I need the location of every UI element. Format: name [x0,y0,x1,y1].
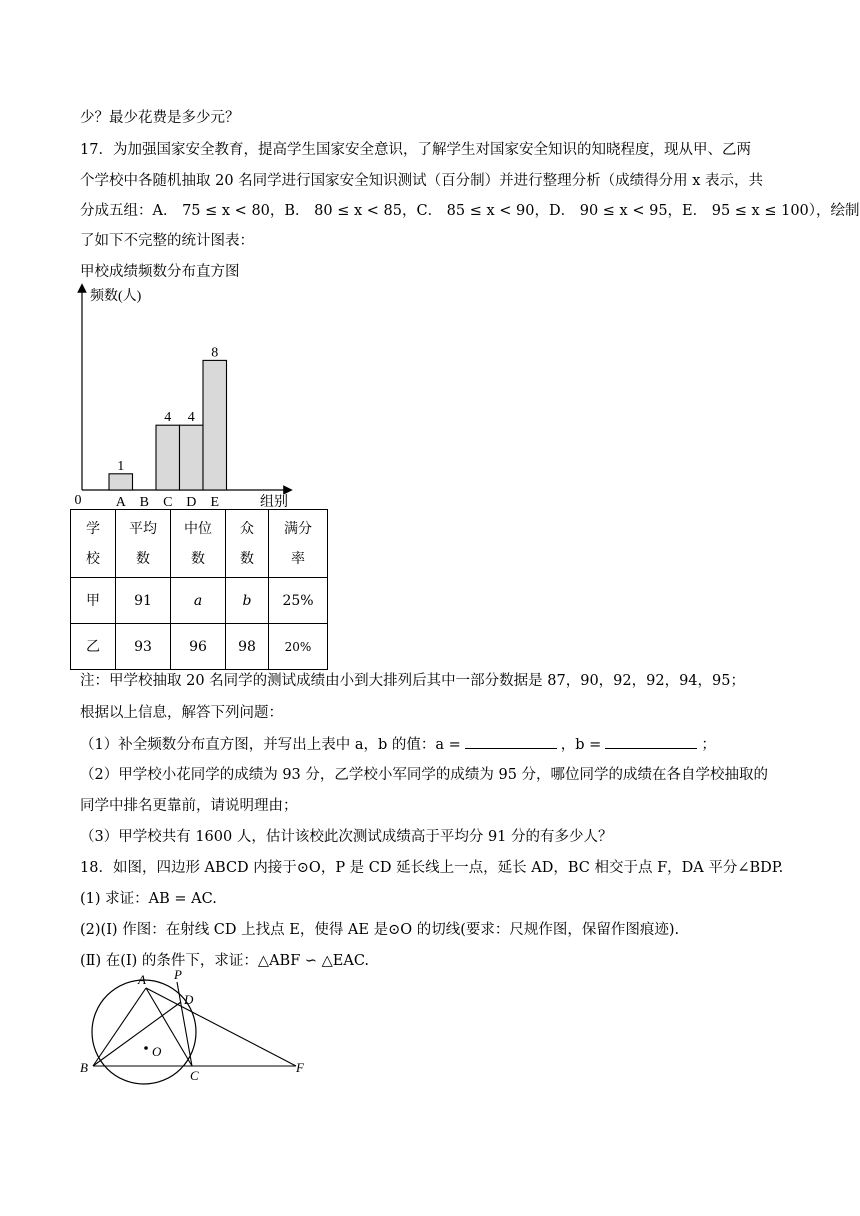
stats-table [70,509,328,670]
origin-label: 0 [74,493,82,508]
table-header-cell [226,510,269,578]
bar-c [156,425,180,490]
table-cell: b [226,578,269,624]
problem-18-intro: 18．如图，四边形 ABCD 内接于⊙O，P 是 CD 延长线上一点，延长 AD，BC 相交于点 F，DA 平分∠BDP. [80,860,784,876]
circle-o [92,980,196,1084]
tick-label-d: D [186,495,197,510]
table-cell: 93 [116,624,171,670]
text-line: 少？最少花费是多少元？ [80,110,240,126]
text-line: 根据以上信息，解答下列问题： [80,705,283,721]
question-1-text-b: ，b = [560,737,602,753]
table-header-cell [71,510,116,578]
data-label-c: 4 [164,410,172,426]
text-line: 个学校中各随机抽取 20 名同学进行国家安全知识测试（百分制）并进行整理分析（成绩得分用 x 表示，共 [80,173,764,189]
header-mean: 平均 数 [129,520,157,567]
answer-blank-b[interactable] [605,734,697,749]
table-cell: 98 [226,624,269,670]
table-cell: 甲 [71,578,116,624]
label-c: C [190,1068,199,1083]
text-line: 同学中排名更靠前，请说明理由； [80,798,298,814]
table-header-cell [116,510,171,578]
table-cell: 乙 [71,624,116,670]
tick-label-e: E [210,495,220,510]
table-row [71,578,328,624]
bar-e [203,360,227,490]
label-b: B [80,1060,88,1075]
table-header-cell [269,510,328,578]
label-o: O [152,1044,162,1059]
problem-17-intro: 17．为加强国家安全教育，提高学生国家安全意识，了解学生对国家安全知识的知晓程度，现从甲、乙两 [80,142,751,158]
histogram-chart [60,282,360,512]
problem-18-part-3: (Ⅱ) 在(I) 的条件下，求证：△ABF ∽ △EAC. [80,953,370,969]
problem-18-part-1: (1) 求证：AB = AC. [80,891,217,907]
geometry-figure [78,968,338,1088]
table-header-cell [171,510,226,578]
bar-a [109,474,133,490]
label-a: A [138,972,146,987]
table-cell: 25% [269,578,328,624]
group-definition: 分成五组：A． 75 ≤ x < 80，B． 80 ≤ x < 85，C． 85 ≤ x < 90，D． 90 ≤ x < 95，E． 95 ≤ x ≤ 100），绘制 [80,203,860,219]
question-2: （2）甲学校小花同学的成绩为 93 分，乙学校小军同学的成绩为 95 分，哪位同学的成绩在各自学校抽取的 [80,767,769,783]
bar-d [180,425,204,490]
x-axis-label: 组别 [260,495,288,510]
segment-ab [93,988,146,1066]
note-text: 注：甲学校抽取 20 名同学的测试成绩由小到大排列后其中一部分数据是 87，90，92，92，94，95； [80,673,745,689]
y-axis-label: 频数(人) [90,289,142,304]
table-header-row [71,510,328,578]
table-cell: 96 [171,624,226,670]
header-school: 学 校 [86,520,100,567]
data-label-d: 4 [187,410,195,426]
text-line: 了如下不完整的统计图表： [80,233,254,249]
label-f: F [296,1060,304,1075]
header-full-rate: 满分 率 [284,520,312,567]
header-mode: 众 数 [240,520,254,567]
center-dot [144,1046,148,1050]
question-1-end: ； [701,737,716,753]
data-label-e: 8 [211,345,219,361]
table-cell: 91 [116,578,171,624]
question-1 [80,734,780,755]
data-label-a: 1 [117,458,125,474]
chart-title: 甲校成绩频数分布直方图 [80,264,240,280]
table-cell: a [171,578,226,624]
tick-label-b: B [139,495,149,510]
problem-18-part-2: (2)(I) 作图：在射线 CD 上找点 E，使得 AE 是⊙O 的切线(要求：尺规作图，保留作图痕迹). [80,922,680,938]
table-row [71,624,328,670]
segment-bd [93,1002,181,1066]
tick-label-c: C [163,495,173,510]
table-cell: 20% [269,624,328,670]
label-d: D [184,992,194,1007]
header-median: 中位 数 [184,520,212,567]
label-p: P [174,967,182,982]
tick-label-a: A [115,495,126,510]
answer-blank-a[interactable] [465,734,557,749]
question-1-text: （1）补全频数分布直方图，并写出上表中 a，b 的值：a = [80,737,461,753]
question-3: （3）甲学校共有 1600 人，估计该校此次测试成绩高于平均分 91 分的有多少人？ [80,829,613,845]
